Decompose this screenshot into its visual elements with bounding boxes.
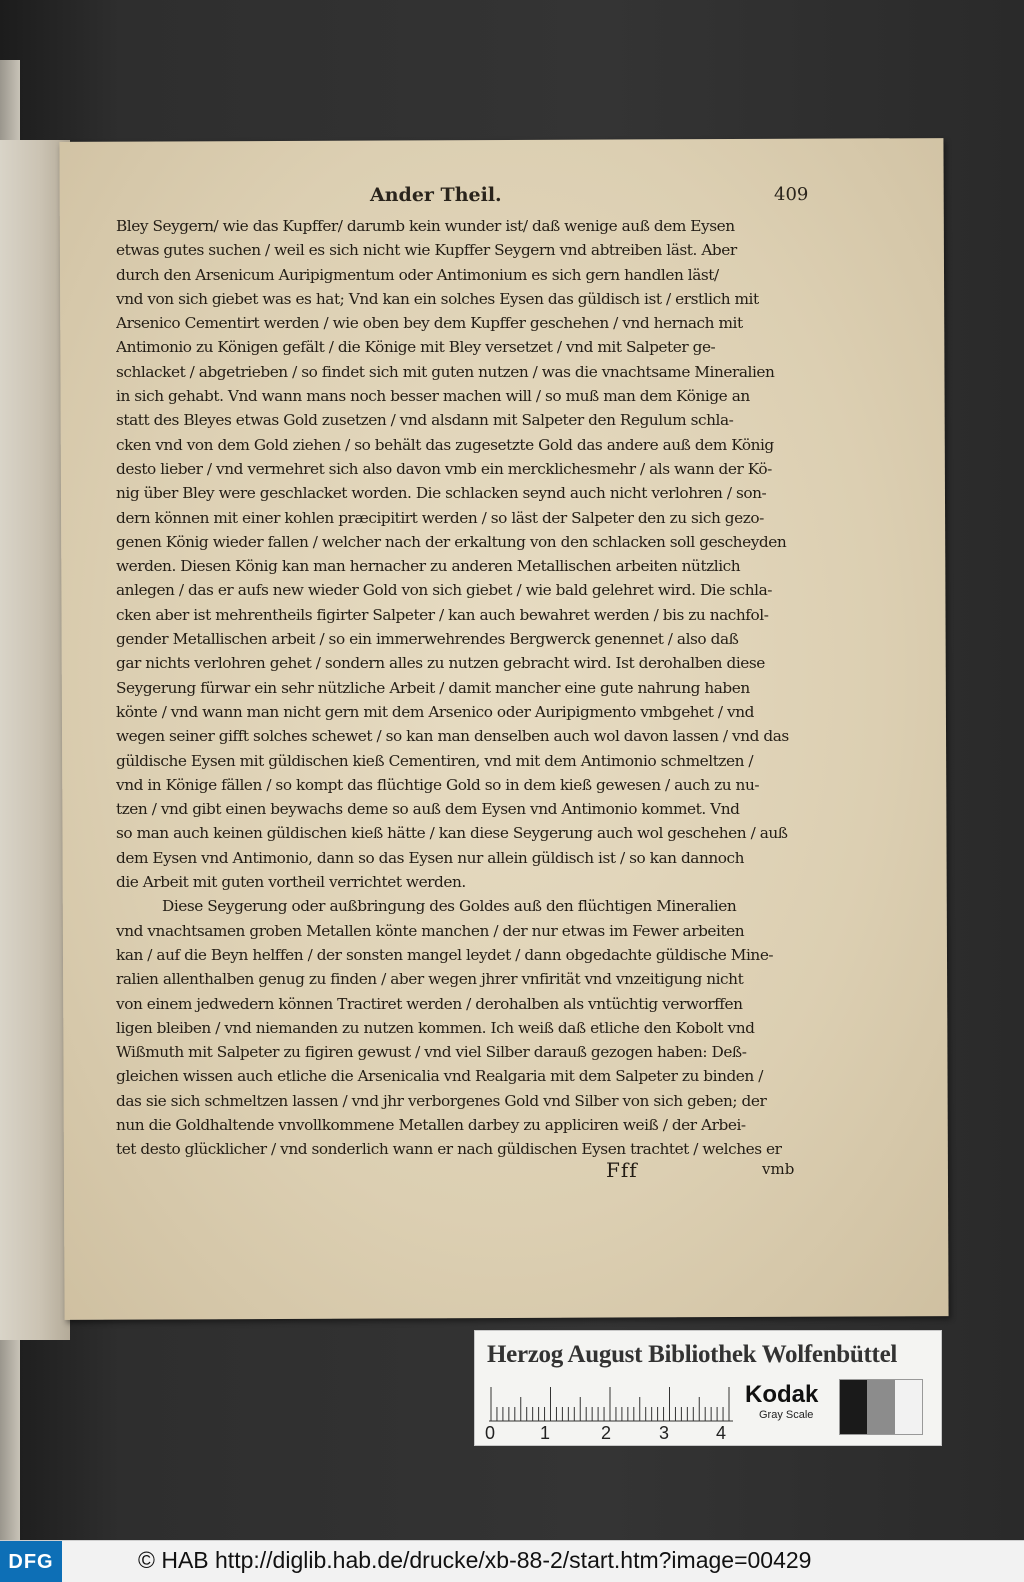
page-number: 409 — [774, 184, 809, 205]
ruler-number: 3 — [659, 1423, 670, 1443]
footer-bar — [0, 1540, 1024, 1582]
text-line: das sie sich schmeltzen lassen / vnd jhr verborgenes Gold vnd Silber von sich geben; der — [116, 1091, 767, 1110]
text-line: von einem jedwedern können Tractiret werden / derohalben als vntüchtig verworffen — [116, 994, 743, 1013]
text-line: vnd vnachtsamen groben Metallen könte manchen / der nur etwas im Fewer arbeiten — [116, 921, 745, 940]
text-line: desto lieber / vnd vermehret sich also davon vmb ein mercklichesmehr / als wann der Kö- — [116, 459, 772, 478]
text-line: cken vnd von dem Gold ziehen / so behält das zugesetzte Gold das andere auß dem König — [116, 435, 774, 454]
text-line: Diese Seygerung oder außbringung des Goldes auß den flüchtigen Mineralien — [162, 897, 737, 916]
gray-scale-swatches — [839, 1379, 923, 1435]
text-line: Wißmuth mit Salpeter zu figiren gewust / vnd viel Silber darauß gezogen haben: Deß- — [116, 1043, 747, 1062]
running-head: Ander Theil. — [370, 184, 502, 206]
text-line: etwas gutes suchen / weil es sich nicht wie Kupffer Seygern vnd abtreiben läst. Aber — [116, 241, 737, 260]
text-line: vnd in Könige fällen / so kompt das flüchtige Gold so in dem kieß gewesen / auch zu nu- — [116, 775, 760, 794]
ruler-number: 4 — [716, 1423, 727, 1443]
text-line: cken aber ist mehrentheils figirter Salpeter / kan auch bewahret werden / bis zu nachfol- — [116, 605, 769, 624]
dfg-logo: DFG — [0, 1541, 62, 1582]
text-line: wegen seiner gifft solches schewet / so kan man denselben auch wol davon lassen / vnd das — [116, 727, 789, 746]
ruler-number: 1 — [540, 1423, 551, 1443]
copyright-url[interactable]: © HAB http://diglib.hab.de/drucke/xb-88-2/start.htm?image=00429 — [138, 1547, 812, 1573]
text-line: gleichen wissen auch etliche die Arsenicalia vnd Realgaria mit dem Salpeter zu binden / — [116, 1067, 763, 1086]
swatch-white — [895, 1380, 922, 1434]
library-name: Herzog August Bibliothek Wolfenbüttel — [487, 1341, 898, 1368]
text-line: in sich gehabt. Vnd wann mans noch besser machen will / so muß man dem Könige an — [116, 387, 750, 406]
gray-scale-label: Gray Scale — [759, 1409, 814, 1421]
text-line: anlegen / das er aufs new wieder Gold von sich giebet / wie bald gelehret wird. Die schla- — [116, 581, 772, 600]
text-line: güldische Eysen mit güldischen kieß Cementiren, vnd mit dem Antimonio schmeltzen / — [116, 751, 754, 770]
text-line: vnd von sich giebet was es hat; Vnd kan ein solches Eysen das güldisch ist / erstlich mit — [116, 289, 759, 308]
text-line: ralien allenthalben genug zu finden / aber wegen jhrer vnfirität vnd vnzeitigung nicht — [116, 970, 744, 989]
text-line: ligen bleiben / vnd niemanden zu nutzen kommen. Ich weiß daß etliche den Kobolt vnd — [116, 1018, 755, 1037]
text-line: so man auch keinen güldischen kieß hätte / kan diese Seygerung auch wol geschehen / auß — [116, 824, 788, 843]
text-line: schlacket / abgetrieben / so findet sich mit guten nutzen / was die vnachtsame Mineralien — [116, 362, 775, 381]
text-line: nun die Goldhaltende vnvollkommene Metallen darbey zu appliciren weiß / der Arbei- — [116, 1115, 746, 1134]
text-line: gar nichts verlohren gehet / sondern alles zu nutzen gebracht wird. Ist derohalben diese — [116, 654, 765, 673]
body-text — [116, 214, 824, 1162]
color-target-card — [474, 1330, 942, 1446]
swatch-black — [840, 1380, 867, 1434]
text-line: die Arbeit mit guten vortheil verrichtet werden. — [116, 873, 466, 892]
text-line: dern können mit einer kohlen præcipitirt werden / so läst der Salpeter den zu sich gezo- — [116, 508, 764, 527]
text-line: Bley Seygern/ wie das Kupffer/ darumb kein wunder ist/ daß wenige auß dem Eysen — [116, 217, 735, 235]
text-line: durch den Arsenicum Auripigmentum oder Antimonium es sich gern handlen läst/ — [116, 265, 719, 284]
text-line: dem Eysen vnd Antimonio, dann so das Eysen nur allein güldisch ist / so kan dannoch — [116, 848, 745, 867]
catchword: vmb — [762, 1160, 795, 1178]
swatch-gray — [867, 1380, 894, 1434]
measurement-ruler — [489, 1381, 733, 1423]
text-line: tzen / vnd gibt einen beywachs deme so auß dem Eysen vnd Antimonio kommet. Vnd — [116, 800, 740, 819]
text-line: werden. Diesen König kan man hernacher zu anderen Metallischen arbeiten nützlich — [116, 557, 741, 576]
ruler-number: 2 — [601, 1423, 612, 1443]
text-line: tet desto glücklicher / vnd sonderlich wann er nach güldischen Eysen trachtet / welches er — [116, 1140, 782, 1159]
text-line: Seygerung fürwar ein sehr nützliche Arbeit / damit mancher eine gute nahrung haben — [116, 678, 750, 697]
signature-mark: Fff — [606, 1158, 638, 1182]
text-line: könte / vnd wann man nicht gern mit dem Arsenico oder Auripigmento vmbgehet / vnd — [116, 702, 754, 721]
text-line: kan / auf die Beyn helffen / der sonsten mangel leydet / dann obgedachte güldische Mine- — [116, 945, 774, 964]
text-line: genen König wieder fallen / welcher nach der erkaltung von den schlacken soll gescheyden — [116, 532, 787, 551]
text-line: gender Metallischen arbeit / so ein immerwehrendes Bergwerck genennet / also daß — [116, 630, 739, 649]
ruler-number: 0 — [485, 1423, 496, 1443]
text-line: Arsenico Cementirt werden / wie oben bey dem Kupffer geschehen / vnd hernach mit — [116, 314, 743, 333]
text-line: nig über Bley were geschlacket worden. Die schlacken seynd auch nicht verlohren / son- — [116, 484, 767, 503]
text-line: statt des Bleyes etwas Gold zusetzen / vnd alsdann mit Salpeter den Regulum schla- — [116, 411, 734, 430]
kodak-label: Kodak — [745, 1381, 819, 1408]
text-line: Antimonio zu Königen gefält / die Könige mit Bley versetzet / vnd mit Salpeter ge- — [116, 338, 716, 357]
